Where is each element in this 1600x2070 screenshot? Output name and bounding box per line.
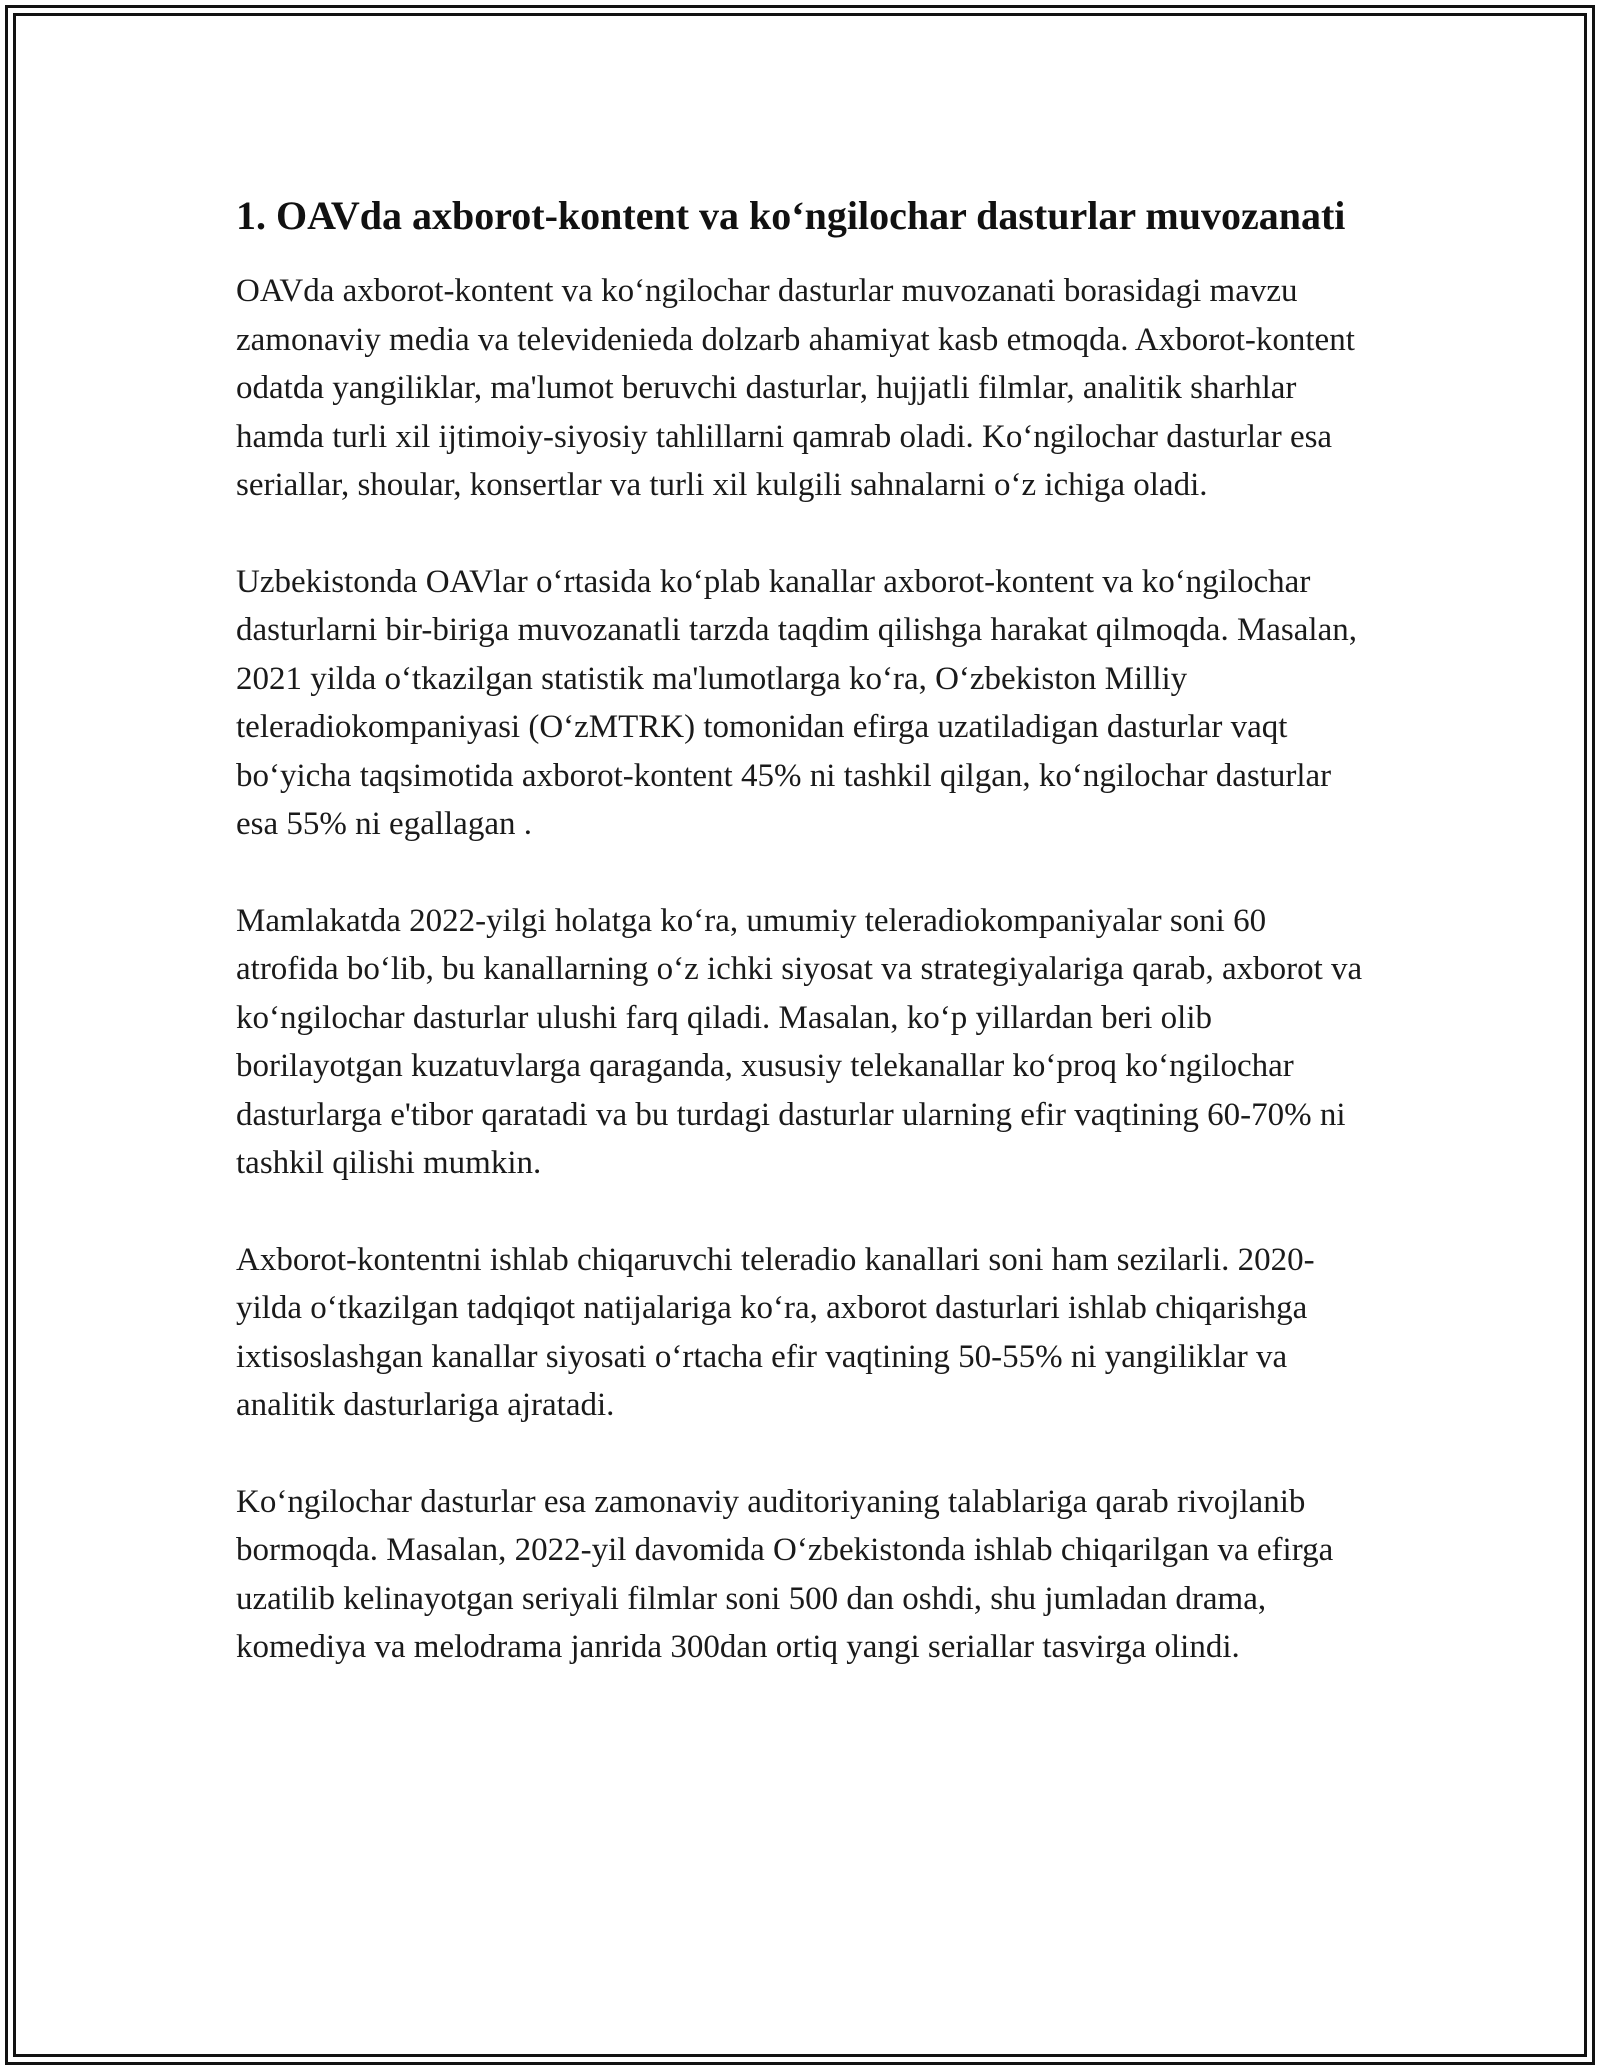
paragraph-news-channels: Axborot-kontentni ishlab chiqaruvchi teleradio kanallari soni ham sezilarli. 2020-yilda o‘tkazilgan tadqiqot natijalariga ko‘ra, axborot dasturlari ishlab chiqarishga ixtisoslashgan kanallar siyosati o‘rtacha efir vaqtining 50-55% ni yangiliklar va analitik dasturlariga ajratadi. — [236, 1241, 1315, 1423]
document-body — [236, 188, 1366, 1720]
paragraph-channel-count: Mamlakatda 2022-yilgi holatga ko‘ra, umumiy teleradiokompaniyalar soni 60 atrofida bo‘lib, bu kanallarning o‘z ichki siyosat va strategiyalariga qarab, axborot va ko‘ngilochar dasturlar ulushi farq qiladi. Masalan, ko‘p yillardan beri olib borilayotgan kuzatuvlarga qaraganda, xususiy telekanallar ko‘proq ko‘ngilochar dasturlarga e'tibor qaratadi va bu turdagi dasturlar ularning efir vaqtining 60-70% ni tashkil qilishi mumkin. — [236, 902, 1363, 1181]
paragraph-intro: OAVda axborot-kontent va ko‘ngilochar dasturlar muvozanati borasidagi mavzu zamonaviy media va televidenieda dolzarb ahamiyat kasb etmoqda. Axborot-kontent odatda yangiliklar, ma'lumot beruvchi dasturlar, hujjatli filmlar, analitik sharhlar hamda turli xil ijtimoiy-siyosiy tahlillarni qamrab oladi. Ko‘ngilochar dasturlar esa seriallar, shoular, konsertlar va turli xil kulgili sahnalarni o‘z ichiga oladi. — [236, 273, 1355, 503]
section-heading: 1. OAVda axborot-kontent va ko‘ngilochar dasturlar muvozanati — [236, 193, 1346, 238]
paragraph-uzmtrk-statistics: Uzbekistonda OAVlar o‘rtasida ko‘plab kanallar axborot-kontent va ko‘ngilochar dasturlarni bir-biriga muvozanatli tarzda taqdim qilishga harakat qilmoqda. Masalan, 2021 yilda o‘tkazilgan statistik ma'lumotlarga ko‘ra, O‘zbekiston Milliy teleradiokompaniyasi (O‘zMTRK) tomonidan efirga uzatiladigan dasturlar vaqt bo‘yicha taqsimotida axborot-kontent 45% ni tashkil qilgan, ko‘ngilochar dasturlar esa 55% ni egallagan . — [236, 563, 1357, 842]
paragraph-entertainment-series: Ko‘ngilochar dasturlar esa zamonaviy auditoriyaning talablariga qarab rivojlanib bormoqda. Masalan, 2022-yil davomida O‘zbekistonda ishlab chiqarilgan va efirga uzatilib kelinayotgan seriyali filmlar soni 500 dan oshdi, shu jumladan drama, komediya va melodrama janrida 300dan ortiq yangi seriallar tasvirga olindi. — [236, 1483, 1334, 1665]
